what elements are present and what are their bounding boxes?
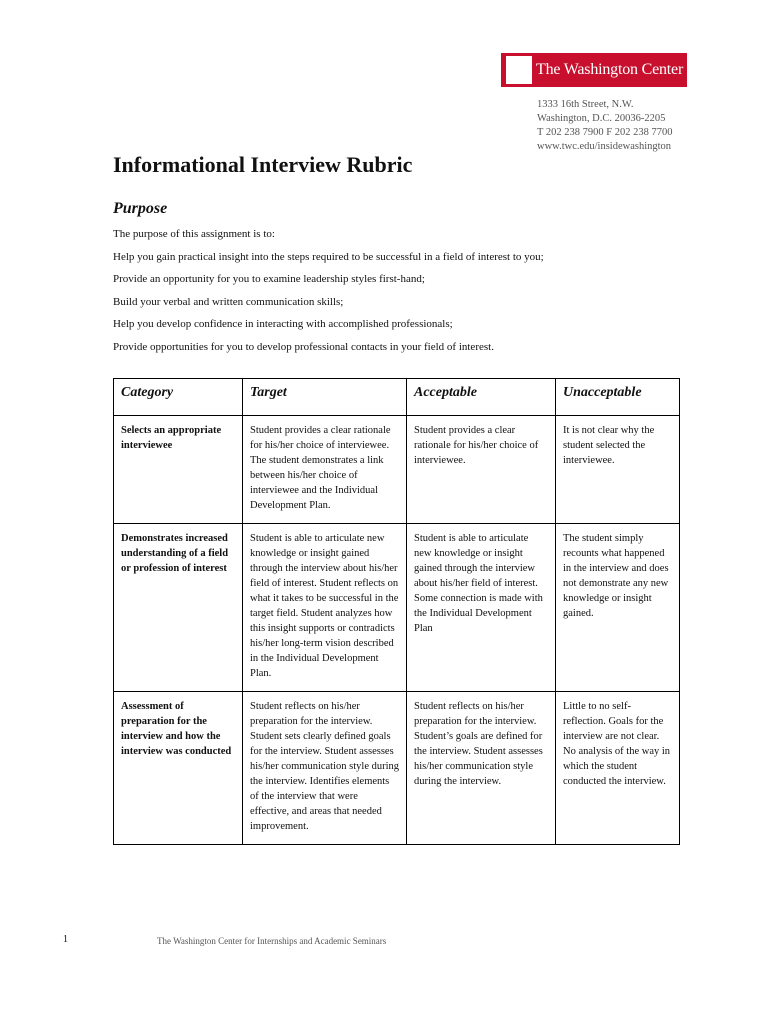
address-block	[537, 98, 672, 154]
footer-text: The Washington Center for Internships and Academic Seminars	[157, 936, 387, 946]
column-header-category: Category	[114, 379, 243, 416]
purpose-heading: Purpose	[113, 200, 168, 217]
unacceptable-cell: The student simply recounts what happened in the interview and does not demonstrate any new knowledge or insight gained.	[556, 524, 680, 692]
target-cell: Student reflects on his/her preparation for the interview. Student sets clearly defined goals for the interview. Student assesses his/her communication style during the interview. Identifies elements of the interview that were effective, and areas that needed improvement.	[243, 692, 407, 845]
brand-logo	[501, 53, 687, 87]
table-row	[114, 524, 680, 692]
purpose-list	[113, 228, 544, 363]
table-row	[114, 692, 680, 845]
purpose-item: Help you gain practical insight into the steps required to be successful in a field of interest to you;	[113, 250, 544, 263]
phone-line: T 202 238 7900 F 202 238 7700	[537, 127, 673, 138]
category-cell: Demonstrates increased understanding of a field or profession of interest	[114, 524, 243, 692]
page-number: 1	[63, 934, 68, 945]
target-cell: Student is able to articulate new knowledge or insight gained through the interview about his/her field of interest. Student reflects on what it takes to be successful in the target field. Student analyzes how this insight supports or contradicts his/her long-term vision described in the Individual Development Plan.	[243, 524, 407, 692]
rubric-table	[113, 378, 680, 845]
acceptable-cell: Student reflects on his/her preparation for the interview. Student’s goals are defined for the interview. Student assesses his/her communication style during the interview.	[407, 692, 556, 845]
unacceptable-cell: It is not clear why the student selected the interviewee.	[556, 416, 680, 524]
acceptable-cell: Student provides a clear rationale for his/her choice of interviewee.	[407, 416, 556, 524]
brand-name: The Washington Center	[536, 61, 684, 78]
column-header-acceptable: Acceptable	[407, 379, 556, 416]
page-title: Informational Interview Rubric	[113, 152, 413, 177]
category-cell: Selects an appropriate interviewee	[114, 416, 243, 524]
address-line: Washington, D.C. 20036-2205	[537, 113, 666, 124]
column-header-unacceptable: Unacceptable	[556, 379, 680, 416]
acceptable-cell: Student is able to articulate new knowledge or insight gained through the interview about his/her field of interest. Some connection is made with the Individual Development Plan	[407, 524, 556, 692]
purpose-item: Provide an opportunity for you to examine leadership styles first-hand;	[113, 273, 425, 285]
category-cell: Assessment of preparation for the interview and how the interview was conducted	[114, 692, 243, 845]
purpose-intro: The purpose of this assignment is to:	[113, 228, 275, 240]
website-line: www.twc.edu/insidewashington	[537, 141, 672, 152]
purpose-item: Build your verbal and written communication skills;	[113, 295, 344, 308]
unacceptable-cell: Little to no self-reflection. Goals for the interview are not clear. No analysis of the way in which the student conducted the interview.	[556, 692, 680, 845]
purpose-item: Help you develop confidence in interacting with accomplished professionals;	[113, 318, 453, 330]
table-row	[114, 416, 680, 524]
address-line: 1333 16th Street, N.W.	[537, 99, 634, 110]
target-cell: Student provides a clear rationale for his/her choice of interviewee. The student demonstrates a link between his/her choice of interviewee and the Individual Development Plan.	[243, 416, 407, 524]
table-header-row	[114, 379, 680, 416]
purpose-item: Provide opportunities for you to develop professional contacts in your field of interest.	[113, 340, 494, 353]
column-header-target: Target	[243, 379, 407, 416]
logo-placeholder	[506, 56, 532, 84]
